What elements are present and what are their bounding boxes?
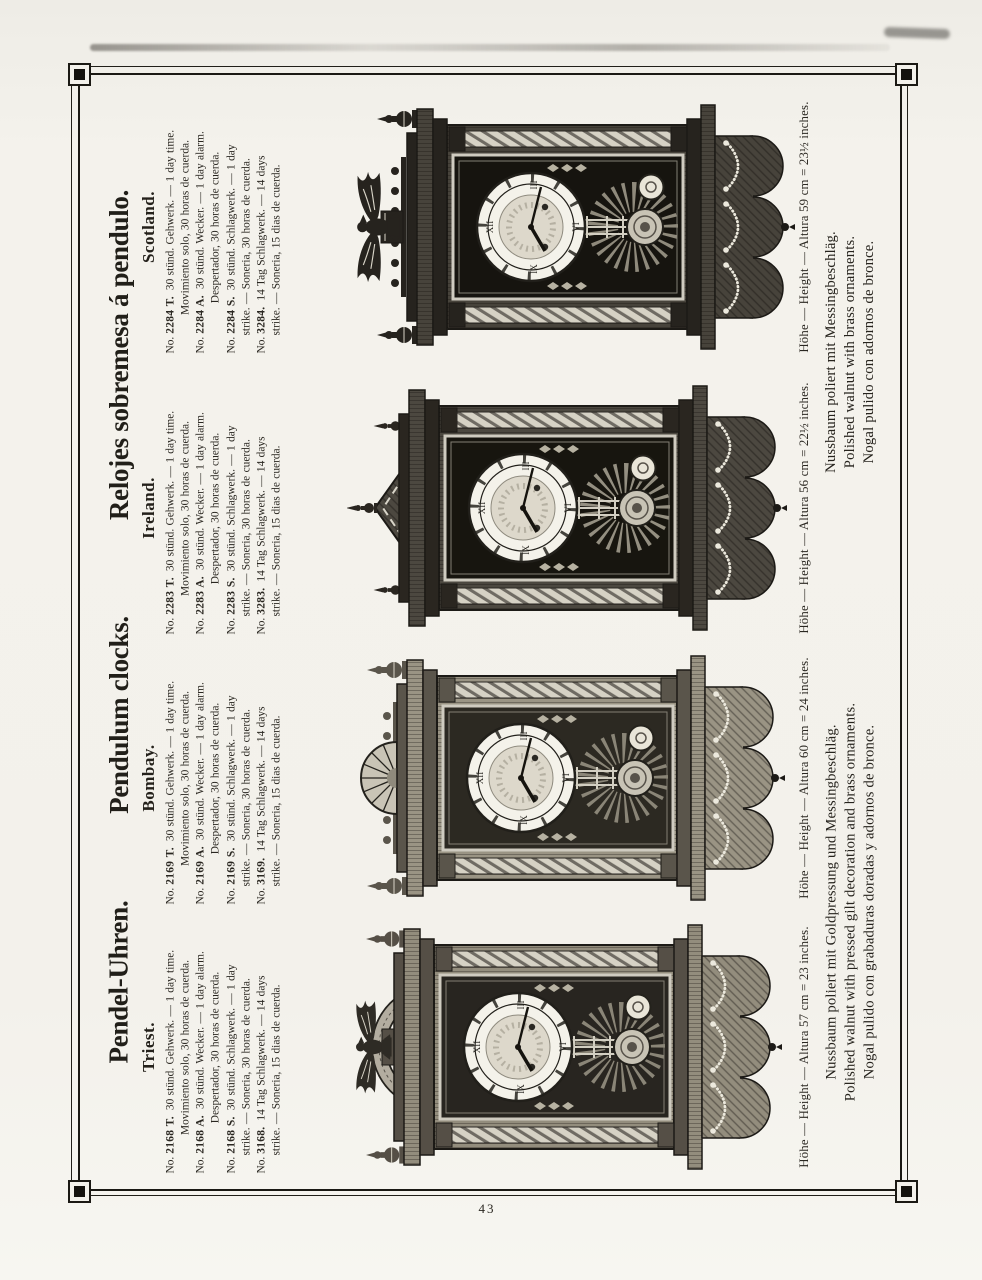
model-listing-line [194,652,209,904]
model-description: 30 stünd. Schlagwerk. — 1 day [225,143,238,290]
title-spanish: Relojes sobremesa á pendulo. [104,189,134,521]
model-listing-line [254,101,269,353]
model-listing-line [269,921,284,1173]
model-number: 3169. [255,857,268,885]
model-listing-line [254,921,269,1173]
model-no-prefix: No. [164,887,177,904]
model-listing-line [164,382,179,634]
model-listing-bombay [164,652,285,904]
model-description: 14 Tag Schlagwerk. — 14 days [255,705,268,852]
material-line-spanish: Nogal pulido con adornos de bronce. [861,240,877,464]
model-number: 2168 T. [164,1115,177,1154]
model-listing-line [209,652,224,904]
model-listing-line [239,101,254,353]
material-line-german: Nussbaum poliert mit Messingbeschläg. [823,231,839,473]
model-description: 30 stünd. Wecker. — 1 day alarm. [194,950,207,1109]
model-description: strike. — Soneria, 15 dias de cuerda. [270,164,283,335]
height-line-ireland: Höhe — Height — Altura 56 cm = 22½ inches. [797,382,811,634]
model-listing-line [269,652,284,904]
model-listing-line [164,921,179,1173]
clock-illustration-ireland [347,374,787,642]
model-listing-line [239,921,254,1173]
model-no-prefix: No. [194,336,207,353]
model-listing-line [224,652,239,904]
model-no-prefix: No. [164,617,177,634]
model-no-prefix: No. [255,617,268,634]
model-number: 2284 T. [164,295,177,334]
model-number: 2284 A. [194,294,207,334]
model-description: 30 stünd. Schlagwerk. — 1 day [225,424,238,571]
model-description: 14 Tag Schlagwerk. — 14 days [255,154,268,301]
model-listing-ireland [164,382,285,634]
model-description: Despertador, 30 horas de cuerda. [209,151,222,303]
model-no-prefix: No. [194,887,207,904]
material-line-spanish: Nogal pulido con grabaduras doradas y adornos de bronce. [861,724,877,1080]
model-description: 30 stünd. Wecker. — 1 day alarm. [194,411,207,570]
model-description: strike. — Soneria, 30 horas de cuerda. [240,157,253,335]
model-number: 2283 A. [194,575,207,615]
model-no-prefix: No. [255,887,268,904]
page-number: 43 [478,1201,496,1216]
model-no-prefix: No. [194,617,207,634]
material-note-lower-pair [822,660,880,1145]
material-note-upper-pair [822,212,880,492]
model-description: 14 Tag Schlagwerk. — 14 days [255,974,268,1121]
model-number: 2283 T. [164,576,177,615]
clock-illustration-scotland [355,93,795,361]
model-listing-line [269,382,284,634]
section-subtitle-bombay: Bombay. [139,744,158,812]
model-description: Despertador, 30 horas de cuerda. [209,432,222,584]
model-no-prefix: No. [225,336,238,353]
model-description: 30 stünd. Schlagwerk. — 1 day [225,694,238,841]
model-listing-triest [164,921,285,1173]
height-line-triest: Höhe — Height — Altura 57 cm = 23 inches. [797,926,811,1168]
model-listing-line [269,101,284,353]
model-listing-line [179,382,194,634]
clock-illustration-triest [342,913,782,1181]
material-line-english: Polished walnut with pressed gilt decoration and brass ornaments. [842,702,858,1102]
model-listing-line [209,101,224,353]
model-listing-line [164,101,179,353]
border-corner-ornament-top-left [68,63,91,86]
model-description: 30 stünd. Schlagwerk. — 1 day [225,963,238,1110]
model-number: 3283. [255,587,268,615]
scan-smudge-top [90,44,890,51]
model-number: 2169 S. [225,846,238,885]
model-listing-line [254,382,269,634]
model-listing-line [164,652,179,904]
model-listing-line [224,921,239,1173]
model-listing-scotland [164,101,285,353]
model-listing-line [194,382,209,634]
model-listing-line [209,382,224,634]
model-description: strike. — Soneria, 15 dias de cuerda. [270,715,283,886]
model-description: strike. — Soneria, 15 dias de cuerda. [270,984,283,1155]
model-listing-line [194,921,209,1173]
title-german: Pendel-Uhren. [103,900,133,1064]
height-line-scotland: Höhe — Height — Altura 59 cm = 23½ inches. [797,101,811,353]
model-no-prefix: No. [225,887,238,904]
model-description: 30 stünd. Gehwerk. — 1 day time. [164,949,177,1110]
material-line-english: Polished walnut with brass ornaments. [842,235,858,469]
model-description: Movimiento solo, 30 horas de cuerda. [179,690,192,866]
model-listing-line [254,652,269,904]
model-number: 2169 T. [164,846,177,885]
model-listing-line [239,382,254,634]
model-number: 2168 S. [225,1115,238,1154]
model-number: 2284 S. [225,295,238,334]
border-corner-ornament-bottom-right [895,1180,918,1203]
model-description: Movimiento solo, 30 horas de cuerda. [179,139,192,315]
model-no-prefix: No. [194,1156,207,1173]
model-listing-line [224,101,239,353]
section-subtitle-ireland: Ireland. [139,477,158,539]
model-listing-line [179,101,194,353]
model-description: Despertador, 30 horas de cuerda. [209,702,222,854]
section-subtitle-scotland: Scotland. [139,190,158,264]
model-no-prefix: No. [255,336,268,353]
model-description: strike. — Soneria, 30 horas de cuerda. [240,977,253,1155]
model-description: 30 stünd. Gehwerk. — 1 day time. [164,129,177,290]
border-corner-ornament-top-right [895,63,918,86]
model-no-prefix: No. [255,1156,268,1173]
model-description: 30 stünd. Wecker. — 1 day alarm. [194,681,207,840]
material-line-german: Nussbaum poliert mit Goldpressung und Messingbeschläg. [823,724,839,1080]
model-description: 30 stünd. Gehwerk. — 1 day time. [164,680,177,841]
model-description: 30 stünd. Gehwerk. — 1 day time. [164,410,177,571]
model-listing-line [239,652,254,904]
model-number: 3168. [255,1126,268,1154]
model-no-prefix: No. [164,336,177,353]
border-corner-ornament-bottom-left [68,1180,91,1203]
model-number: 2168 A. [194,1114,207,1154]
clock-illustration-bombay [345,644,785,912]
model-description: 14 Tag Schlagwerk. — 14 days [255,435,268,582]
model-number: 2169 A. [194,845,207,885]
model-no-prefix: No. [164,1156,177,1173]
model-number: 3284. [255,306,268,334]
model-description: strike. — Soneria, 30 horas de cuerda. [240,708,253,886]
model-description: Movimiento solo, 30 horas de cuerda. [179,959,192,1135]
model-description: strike. — Soneria, 30 horas de cuerda. [240,438,253,616]
height-line-bombay: Höhe — Height — Altura 60 cm = 24 inches. [797,657,811,899]
model-listing-line [209,921,224,1173]
model-listing-line [224,382,239,634]
model-description: Despertador, 30 horas de cuerda. [209,971,222,1123]
model-description: strike. — Soneria, 15 dias de cuerda. [270,445,283,616]
model-listing-line [179,652,194,904]
model-no-prefix: No. [225,1156,238,1173]
model-no-prefix: No. [225,617,238,634]
model-description: 30 stünd. Wecker. — 1 day alarm. [194,130,207,289]
section-subtitle-triest: Triest. [139,1022,158,1072]
title-english: Pendulum clocks. [104,616,134,814]
scan-smudge-top-right [884,27,950,39]
model-description: Movimiento solo, 30 horas de cuerda. [179,420,192,596]
model-listing-line [179,921,194,1173]
model-number: 2283 S. [225,576,238,615]
model-listing-line [194,101,209,353]
